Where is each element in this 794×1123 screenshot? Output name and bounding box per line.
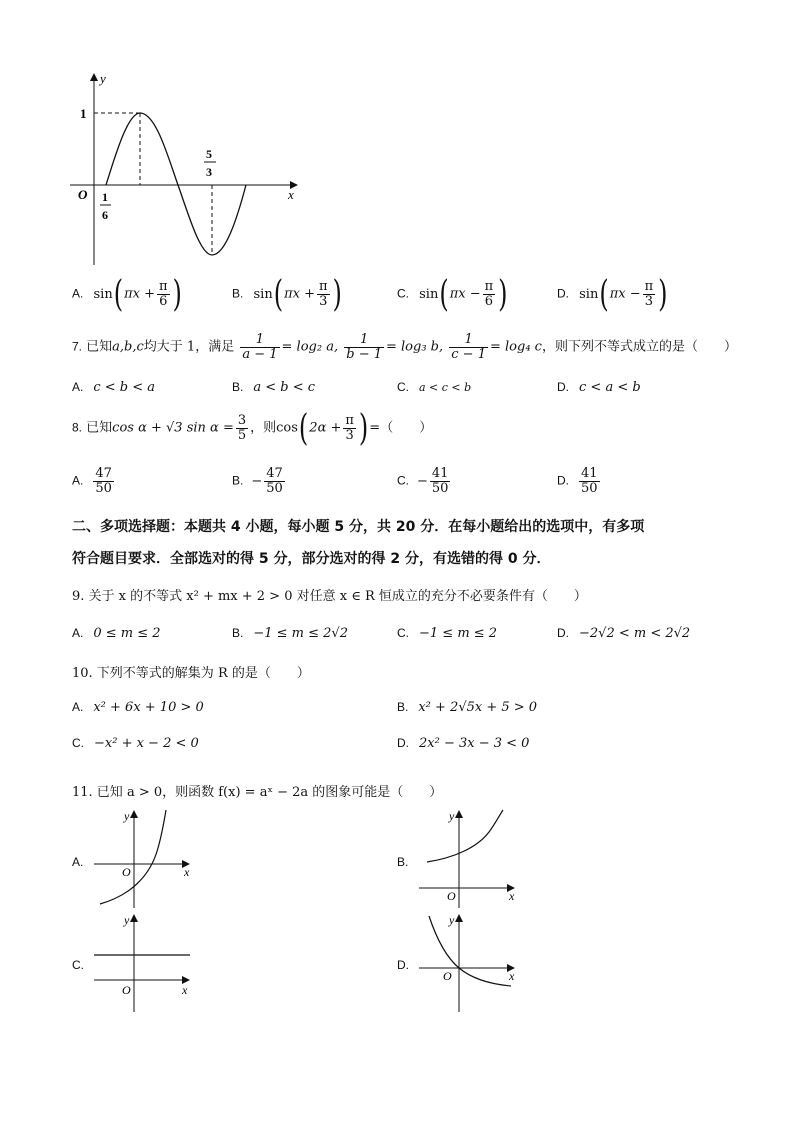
q9-option-a[interactable]: A. 0 ≤ m ≤ 2 — [72, 626, 161, 641]
q11-graph-d[interactable] — [413, 912, 523, 1014]
q10-option-c[interactable]: C. −x² + x − 2 < 0 — [72, 736, 199, 751]
x-label: x — [288, 187, 294, 202]
graph-c-origin: O — [122, 983, 131, 997]
graph-d-y-label: y — [449, 913, 455, 927]
q6-option-c[interactable]: C. sin(πx − $\frac{\pi}{6}$ ) — [397, 273, 508, 316]
section2-line1: 二、多项选择题：本题共 4 小题，每小题 5 分，共 20 分．在每小题给出的选项中，有多项 — [72, 519, 645, 535]
q11-option-c[interactable]: C. — [72, 958, 84, 972]
q11-stem: 11. 已知 a > 0，则函数 f(x) = aˣ − 2a 的图象可能是（ ） — [72, 785, 443, 800]
graph-a-y-label: y — [124, 809, 130, 823]
q7-option-c[interactable]: C. a < c < b — [397, 380, 472, 394]
q8-option-b[interactable]: B. − $\frac{47}{50}$ — [232, 466, 283, 496]
graph-b-x-label: x — [509, 889, 515, 903]
graph-b-curve — [427, 810, 503, 862]
q8-option-d[interactable]: D. $\frac{41}{50}$ — [557, 466, 598, 496]
q11-option-b[interactable]: B. — [397, 855, 409, 869]
tick-53-den: 3 — [206, 165, 212, 179]
graph-b-origin: O — [447, 889, 456, 903]
q10-option-a[interactable]: A. x² + 6x + 10 > 0 — [72, 700, 204, 715]
q9-option-c[interactable]: C. −1 ≤ m ≤ 2 — [397, 626, 498, 641]
q7-option-a[interactable]: A. c < b < a — [72, 380, 156, 395]
section2-line2: 符合题目要求．全部选对的得 5 分，部分选对的得 2 分，有选错的得 0 分． — [72, 551, 551, 567]
q8-stem: 8. 已知cos α + √3 sin α = $\frac{3}{5}$ ，则cos(2α + $\frac{\pi}{3}$ )=（ ） — [72, 407, 433, 450]
graph-b-y-label: y — [449, 809, 455, 823]
graph-a-x-label: x — [184, 865, 190, 879]
q11-option-a[interactable]: A. — [72, 855, 84, 869]
graph-a-curve — [100, 810, 166, 904]
sine-curve — [106, 113, 246, 255]
q11-graph-a[interactable] — [88, 808, 198, 910]
tick-16-den: 6 — [102, 208, 108, 222]
q9-option-b[interactable]: B. −1 ≤ m ≤ 2√2 — [232, 626, 348, 641]
q6-option-d[interactable]: D. sin(πx − $\frac{\pi}{3}$ ) — [557, 273, 668, 316]
q7-option-d[interactable]: D. c < a < b — [557, 380, 641, 395]
sine-graph — [60, 65, 310, 275]
q7-option-b[interactable]: B. a < b < c — [232, 380, 316, 395]
q8-option-c[interactable]: C. − $\frac{41}{50}$ — [397, 466, 449, 496]
q9-stem: 9. 关于 x 的不等式 x² + mx + 2 > 0 对任意 x ∈ R 恒成立的充分不必要条件有（ ） — [72, 589, 587, 604]
q11-graph-b[interactable] — [413, 808, 523, 910]
q11-option-d[interactable]: D. — [397, 958, 409, 972]
y-label: y — [100, 71, 106, 86]
q10-stem: 10. 下列不等式的解集为 R 的是（ ） — [72, 666, 310, 681]
tick-16-num: 1 — [102, 190, 108, 204]
graph-a-origin: O — [122, 865, 131, 879]
graph-d-curve — [429, 916, 511, 986]
q10-option-d[interactable]: D. 2x² − 3x − 3 < 0 — [397, 736, 530, 751]
q9-option-d[interactable]: D. −2√2 < m < 2√2 — [557, 626, 691, 641]
graph-d-x-label: x — [509, 969, 515, 983]
graph-c-y-label: y — [124, 913, 130, 927]
graph-d-origin: O — [443, 969, 452, 983]
y-one-label: 1 — [80, 106, 87, 121]
q7-stem: 7. 已知a,b,c均大于 1，满足 $\frac{1}{a - 1}$ = log₂ a, $\frac{1}{b - 1}$ = log₃ b, $\frac{1}{c - 1}$ = log₄ c，则下列不等式成立的是（ ） — [72, 332, 737, 362]
q6-option-a[interactable]: A. sin(πx + $\frac{\pi}{6}$ ) — [72, 273, 182, 316]
tick-53-num: 5 — [206, 147, 212, 161]
q6-option-b[interactable]: B. sin(πx + $\frac{\pi}{3}$ ) — [232, 273, 342, 316]
graph-c-x-label: x — [182, 983, 188, 997]
origin-label: O — [78, 187, 88, 202]
q8-option-a[interactable]: A. $\frac{47}{50}$ — [72, 466, 112, 496]
q11-graph-c[interactable] — [88, 912, 198, 1014]
q10-option-b[interactable]: B. x² + 2√5x + 5 > 0 — [397, 700, 538, 715]
